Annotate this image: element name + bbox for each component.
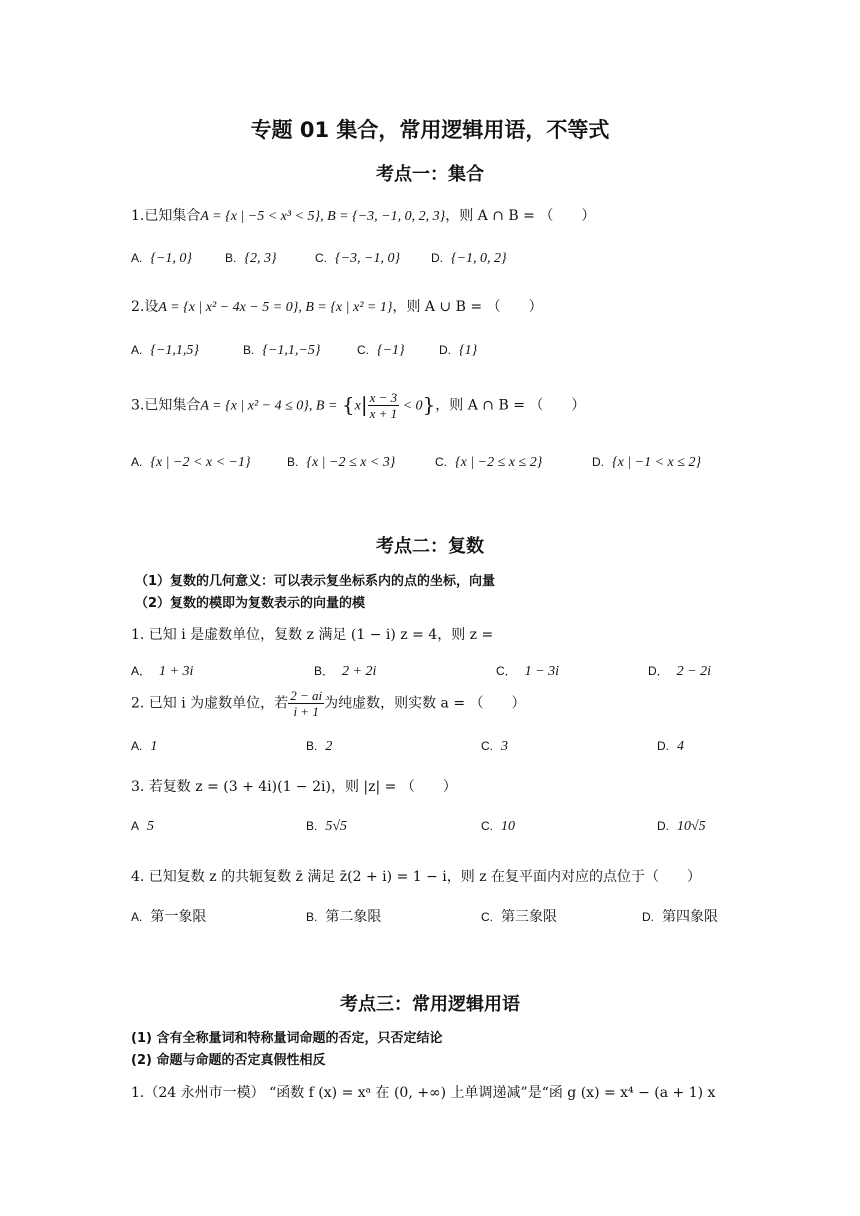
- section-note: （2）复数的模即为复数表示的向量的模: [135, 596, 366, 611]
- question-3-stem: 3.已知集合A = {x | x² − 4 ≤ 0}, B = {x| $\frac{x - 3}{x + 1}$ < 0}，则 A ∩ B = （ ）: [131, 390, 586, 421]
- complex-question-4-stem: 4. 已知复数 z 的共轭复数 z̄ 满足 z̄(2 + i) = 1 − i，则 z 在复平面内对应的点位于（ ）: [131, 869, 702, 885]
- option-d: D． 2 − 2i: [648, 664, 712, 679]
- option-c: C. 第三象限: [481, 909, 557, 925]
- option-b: B． 2 + 2i: [314, 664, 377, 679]
- complex-question-3-stem: 3. 若复数 z = (3 + 4i)(1 − 2i)，则 |z| = （ ）: [131, 779, 457, 795]
- section-note: （1）复数的几何意义：可以表示复坐标系内的点的坐标，向量: [135, 574, 496, 589]
- option-c: C． 1 − 3i: [496, 664, 560, 679]
- option-d: D. 10√5: [657, 819, 706, 834]
- question-2-stem: 2.设A = {x | x² − 4x − 5 = 0}, B = {x | x² = 1}，则 A ∪ B = （ ）: [131, 299, 543, 315]
- option-c: C. 3: [481, 739, 508, 754]
- option-b: B. {2, 3}: [225, 251, 277, 266]
- option-b: B. {x | −2 ≤ x < 3}: [287, 455, 396, 470]
- section-heading-sets: 考点一：集合: [376, 164, 484, 185]
- option-a: A. 第一象限: [131, 909, 207, 925]
- option-b: B. 5√5: [306, 819, 348, 834]
- option-c: C. {−3, −1, 0}: [315, 251, 401, 266]
- section-note: (1) 含有全称量词和特称量词命题的否定，只否定结论: [131, 1031, 443, 1046]
- option-c: C. {x | −2 ≤ x ≤ 2}: [435, 455, 543, 470]
- option-a: A． 1 + 3i: [131, 664, 194, 679]
- question-3-fraction: $\frac{x - 3}{x + 1}$: [369, 390, 398, 421]
- question-1-math: A = {x | −5 < x³ < 5}, B = {−3, −1, 0, 2, 3}: [200, 209, 446, 224]
- question-1-stem: 1.已知集合A = {x | −5 < x³ < 5}, B = {−3, −1, 0, 2, 3}，则 A ∩ B = （ ）: [131, 208, 596, 224]
- logic-question-1-stem: 1.（24 永州市一模） “函数 f (x) = xᵃ 在 (0, +∞) 上单调递减”是“函 g (x) = x⁴ − (a + 1) x: [131, 1085, 716, 1101]
- option-b: B. 第二象限: [306, 909, 382, 925]
- document-title: 专题 01 集合，常用逻辑用语，不等式: [250, 118, 610, 142]
- option-a: A. 1: [131, 739, 158, 754]
- section-note: (2) 命题与命题的否定真假性相反: [131, 1053, 326, 1068]
- option-b: B. 2: [306, 739, 333, 754]
- option-d: D. {x | −1 < x ≤ 2}: [592, 455, 702, 470]
- complex-question-2-stem: 2. 已知 i 为虚数单位，若 $\frac{2 - ai}{i + 1}$ 为纯虚数，则实数 a = （ ）: [131, 688, 526, 719]
- option-d: D. 4: [657, 739, 684, 754]
- section-heading-logic: 考点三：常用逻辑用语: [340, 994, 520, 1015]
- option-d: D. {1}: [439, 343, 478, 358]
- question-fraction: $\frac{2 - ai}{i + 1}$: [290, 688, 323, 719]
- option-a: A. {x | −2 < x < −1}: [131, 455, 251, 470]
- question-3-math: A = {x | x² − 4 ≤ 0}, B =: [200, 398, 338, 414]
- option-d: D. 第四象限: [642, 909, 718, 925]
- option-c: C. {−1}: [357, 343, 405, 358]
- option-a: A 5: [131, 819, 155, 834]
- option-d: D. {−1, 0, 2}: [431, 251, 507, 266]
- section-heading-complex: 考点二：复数: [376, 536, 484, 557]
- question-2-math: A = {x | x² − 4x − 5 = 0}, B = {x | x² = 1}: [158, 300, 393, 315]
- complex-question-1-stem: 1. 已知 i 是虚数单位，复数 z 满足 (1 − i) z = 4，则 z =: [131, 627, 494, 643]
- option-b: B. {−1,1,−5}: [243, 343, 321, 358]
- option-a: A. {−1,1,5}: [131, 343, 199, 358]
- option-c: C. 10: [481, 819, 515, 834]
- option-a: A. {−1, 0}: [131, 251, 192, 266]
